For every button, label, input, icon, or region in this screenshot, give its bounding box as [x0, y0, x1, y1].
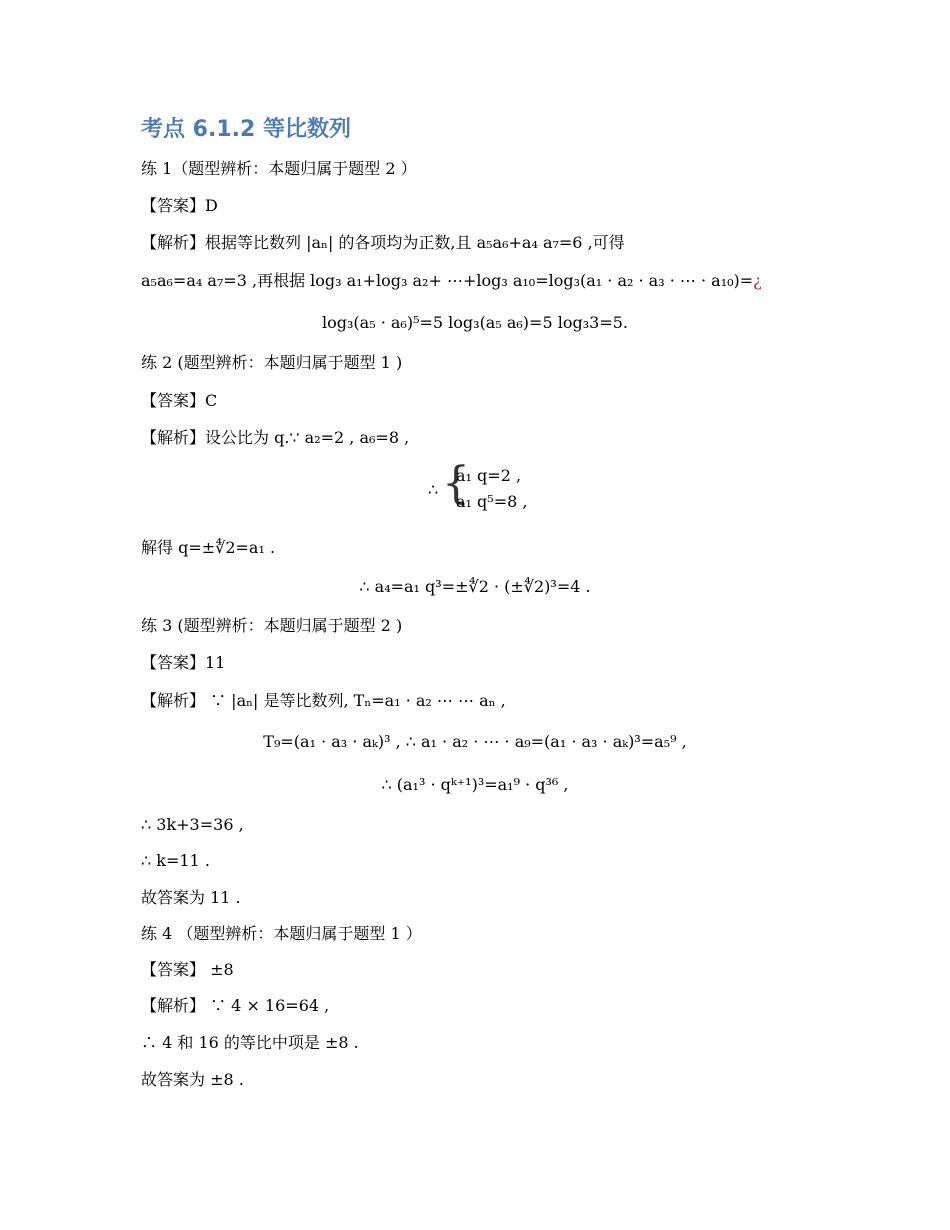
- system-row-2: a₁ q⁵=8 ,: [456, 492, 528, 511]
- ex2-solve-line: 解得 q=±∜2=a₁ .: [141, 538, 276, 557]
- ex1-analysis-line2-main: a₅a₆=a₄ a₇=3 ,再根据 log₃ a₁+log₃ a₂+ ⋯+log₃ a₁₀=log₃(a₁ · a₂ · a₃ · ⋯ · a₁₀)=: [141, 271, 754, 290]
- ex1-heading: 练 1（题型辨析：本题归属于题型 2 ）: [141, 159, 417, 178]
- ex3-answer: 【答案】11: [141, 653, 226, 672]
- ex1-analysis-line3: log₃(a₅ · a₆)⁵=5 log₃(a₅ a₆)=5 log₃3=5.: [322, 313, 628, 332]
- ex3-step1: ∴ 3k+3=36 ,: [141, 815, 244, 834]
- ex4-heading: 练 4 （题型辨析：本题归属于题型 1 ）: [141, 924, 422, 943]
- ex2-answer: 【答案】C: [141, 391, 218, 410]
- ex2-result-line: ∴ a₄=a₁ q³=±∜2 · (±∜2)³=4 .: [359, 577, 591, 596]
- ex3-step2: ∴ k=11 .: [141, 851, 210, 870]
- left-brace-icon: {: [442, 458, 470, 509]
- ex3-heading: 练 3 (题型辨析：本题归属于题型 2 ): [141, 616, 403, 635]
- therefore-symbol: ∴: [428, 480, 439, 499]
- section-title: 考点 6.1.2 等比数列: [141, 117, 351, 142]
- ex3-formula1: T₉=(a₁ · a₃ · aₖ)³ , ∴ a₁ · a₂ · ⋯ · a₉=(a₁ · a₃ · aₖ)³=a₅⁹ ,: [263, 732, 687, 751]
- ex4-step1: ∴ 4 和 16 的等比中项是 ±8 .: [141, 1033, 359, 1052]
- ex4-conclusion: 故答案为 ±8 .: [141, 1070, 244, 1089]
- ex1-analysis-line2: [141, 270, 762, 292]
- ex4-analysis-line1: 【解析】 ∵ 4 × 16=64 ,: [141, 996, 330, 1015]
- ex3-formula2: ∴ (a₁³ · qᵏ⁺¹)³=a₁⁹ · q³⁶ ,: [381, 775, 569, 794]
- system-row-1: a₁ q=2 ,: [456, 466, 522, 485]
- ex3-conclusion: 故答案为 11 .: [141, 888, 241, 907]
- ex1-analysis-line2-error-glyph: ¿: [753, 271, 762, 290]
- ex4-answer: 【答案】 ±8: [141, 960, 234, 979]
- ex2-analysis-line1: 【解析】设公比为 q.∵ a₂=2 , a₆=8 ,: [141, 428, 410, 447]
- ex1-answer: 【答案】D: [141, 196, 218, 215]
- ex1-analysis-line1: 【解析】根据等比数列 |aₙ| 的各项均为正数,且 a₅a₆+a₄ a₇=6 ,可得: [141, 233, 625, 252]
- ex2-heading: 练 2 (题型辨析：本题归属于题型 1 ): [141, 353, 403, 372]
- ex3-analysis-line1: 【解析】 ∵ |aₙ| 是等比数列, Tₙ=a₁ · a₂ ⋯ ⋯ aₙ ,: [141, 691, 506, 710]
